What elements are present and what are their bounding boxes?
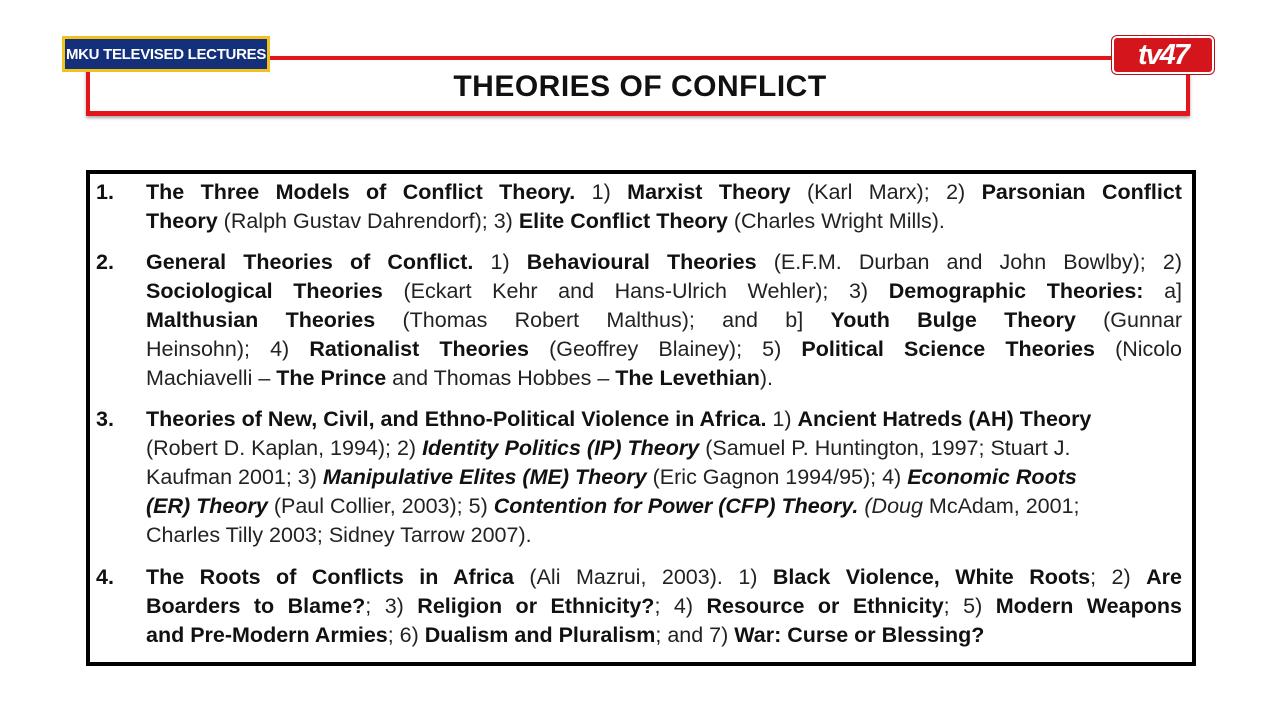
text-run: ; 2) bbox=[1090, 565, 1147, 589]
item-line bbox=[146, 492, 1182, 521]
item-number: 1. bbox=[96, 180, 114, 204]
text-run: Boarders to Blame? bbox=[146, 594, 366, 618]
text-run: Modern Weapons bbox=[995, 594, 1182, 618]
text-run: Parsonian Conflict bbox=[981, 180, 1182, 204]
text-run: Machiavelli – bbox=[146, 366, 277, 390]
text-run: Economic Roots bbox=[907, 465, 1077, 489]
text-run: The Levethian bbox=[615, 366, 760, 390]
slide-title: THEORIES OF CONFLICT bbox=[453, 70, 827, 103]
text-run: Kaufman 2001; 3) bbox=[146, 465, 323, 489]
text-run: 1) bbox=[575, 180, 628, 204]
item-line bbox=[146, 405, 1182, 434]
text-run: Elite Conflict Theory bbox=[518, 209, 728, 233]
text-run: (Ralph Gustav Dahrendorf); 3) bbox=[217, 209, 519, 233]
text-run: 1) bbox=[473, 250, 527, 274]
text-run: (Robert D. Kaplan, 1994); 2) bbox=[146, 436, 423, 460]
item-line bbox=[146, 463, 1182, 492]
text-run: Theories of New, Civil, and Ethno-Political Violence in Africa. bbox=[146, 407, 767, 431]
text-run: ; 3) bbox=[365, 594, 418, 618]
text-run: Are bbox=[1146, 565, 1182, 589]
text-run: (Geoffrey Blainey); 5) bbox=[528, 337, 802, 361]
item-line bbox=[146, 178, 1182, 207]
text-run: War: Curse or Blessing? bbox=[734, 623, 985, 647]
text-run: (E.F.M. Durban and John Bowlby); 2) bbox=[756, 250, 1182, 274]
item-line bbox=[146, 207, 1182, 236]
text-run: ; 4) bbox=[654, 594, 707, 618]
text-run: ; and 7) bbox=[655, 623, 735, 647]
text-run: Black Violence, White Roots bbox=[772, 565, 1091, 589]
text-run: Behavioural Theories bbox=[526, 250, 757, 274]
text-run: ; 6) bbox=[387, 623, 425, 647]
text-run: Marxist Theory bbox=[627, 180, 791, 204]
text-run: (Paul Collier, 2003); 5) bbox=[267, 494, 494, 518]
text-run: Resource or Ethnicity bbox=[706, 594, 944, 618]
item-line bbox=[146, 248, 1182, 277]
item-number: 4. bbox=[96, 565, 114, 589]
text-run: Charles Tilly 2003; Sidney Tarrow 2007). bbox=[146, 523, 532, 547]
text-run: Demographic Theories: bbox=[888, 279, 1144, 303]
text-run: ). bbox=[759, 366, 773, 390]
text-run: (Samuel P. Huntington, 1997; Stuart J. bbox=[699, 436, 1071, 460]
text-run: Manipulative Elites (ME) Theory bbox=[322, 465, 647, 489]
item-line bbox=[146, 335, 1182, 364]
item-line bbox=[146, 306, 1182, 335]
text-run: Political Science Theories bbox=[801, 337, 1095, 361]
item-line bbox=[146, 434, 1182, 463]
text-run: The Prince bbox=[276, 366, 387, 390]
item-line bbox=[146, 563, 1182, 592]
item-line bbox=[146, 621, 1182, 650]
text-run: (Karl Marx); 2) bbox=[790, 180, 982, 204]
text-run: The Three Models of Conflict Theory. bbox=[146, 180, 576, 204]
text-run: (Nicolo bbox=[1094, 337, 1182, 361]
item-line bbox=[146, 277, 1182, 306]
text-run: Religion or Ethnicity? bbox=[417, 594, 655, 618]
text-run: The Roots of Conflicts in Africa bbox=[146, 565, 514, 589]
text-run: (Eric Gagnon 1994/95); 4) bbox=[646, 465, 908, 489]
item-line bbox=[146, 592, 1182, 621]
text-run: Heinsohn); 4) bbox=[146, 337, 310, 361]
text-run: Contention for Power (CFP) Theory. bbox=[493, 494, 859, 518]
text-run: Malthusian Theories bbox=[146, 308, 376, 332]
text-run: (Doug bbox=[864, 494, 923, 518]
text-run: (Charles Wright Mills). bbox=[727, 209, 945, 233]
text-run: Identity Politics (IP) Theory bbox=[422, 436, 700, 460]
text-run: (Thomas Robert Malthus); and b] bbox=[375, 308, 831, 332]
text-run: ; 5) bbox=[943, 594, 996, 618]
item-number: 3. bbox=[96, 407, 114, 431]
tv47-logo: tv47 bbox=[1112, 36, 1214, 74]
text-run: 1) bbox=[766, 407, 798, 431]
mku-lectures-badge: MKU TELEVISED LECTURES bbox=[62, 36, 270, 72]
text-run: (Ali Mazrui, 2003). 1) bbox=[513, 565, 773, 589]
text-run: Youth Bulge Theory bbox=[830, 308, 1076, 332]
text-run: Rationalist Theories bbox=[309, 337, 529, 361]
text-run: Sociological Theories bbox=[146, 279, 383, 303]
text-run: General Theories of Conflict. bbox=[146, 250, 474, 274]
text-run: (Eckart Kehr and Hans-Ulrich Wehler); 3) bbox=[382, 279, 889, 303]
text-run: and Pre-Modern Armies bbox=[146, 623, 388, 647]
text-run: Ancient Hatreds (AH) Theory bbox=[797, 407, 1092, 431]
item-line bbox=[146, 364, 1182, 393]
text-run: McAdam, 2001; bbox=[922, 494, 1080, 518]
text-run: a] bbox=[1143, 279, 1182, 303]
item-number: 2. bbox=[96, 250, 114, 274]
text-run: Theory bbox=[146, 209, 218, 233]
text-run: and Thomas Hobbes – bbox=[386, 366, 616, 390]
text-run: (Gunnar bbox=[1075, 308, 1182, 332]
text-run: (ER) Theory bbox=[146, 494, 268, 518]
item-line bbox=[146, 521, 1182, 550]
text-run: Dualism and Pluralism bbox=[424, 623, 656, 647]
